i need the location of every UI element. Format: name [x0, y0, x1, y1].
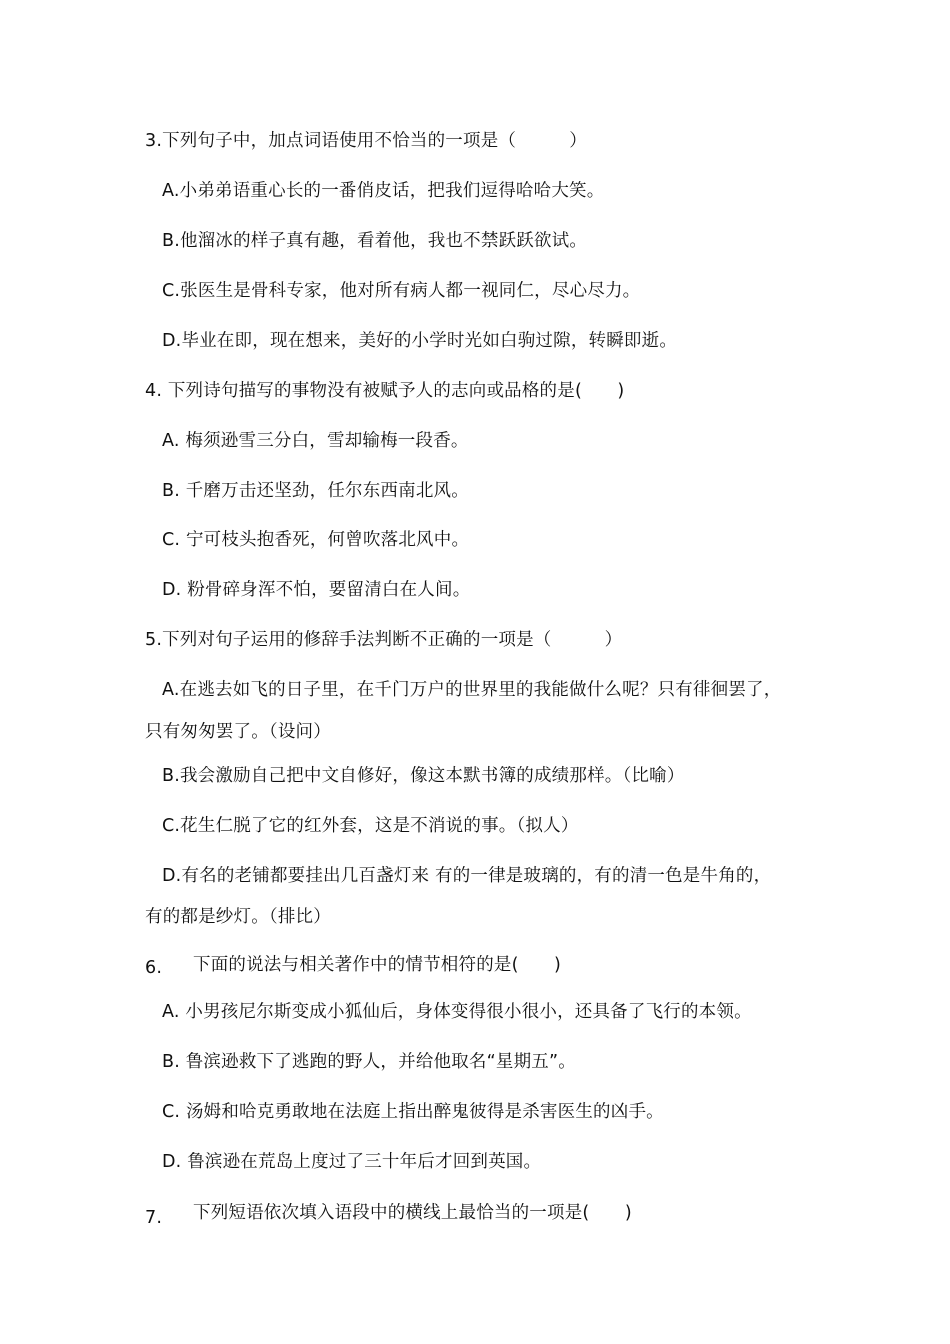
question-4-stem: 4. 下列诗句描写的事物没有被赋予人的志向或品格的是( )	[145, 381, 625, 401]
question-6-number: 6.	[145, 958, 163, 978]
question-5-option-a: A.在逃去如飞的日子里，在千门万户的世界里的我能做什么呢？只有徘徊罢了，	[162, 680, 782, 700]
question-6-option-b: B. 鲁滨逊救下了逃跑的野人，并给他取名“星期五”。	[162, 1052, 576, 1072]
question-3-option-d: D.毕业在即，现在想来，美好的小学时光如白驹过隙，转瞬即逝。	[162, 331, 678, 351]
question-5-option-d-continued: 有的都是纱灯。（排比）	[145, 907, 331, 927]
question-7-stem: 下列短语依次填入语段中的横线上最恰当的一项是( )	[193, 1203, 632, 1223]
question-3-stem: 3.下列句子中，加点词语使用不恰当的一项是（ ）	[145, 131, 587, 151]
question-6-option-c: C. 汤姆和哈克勇敢地在法庭上指出醉鬼彼得是杀害医生的凶手。	[162, 1102, 664, 1122]
question-5-option-d: D.有名的老铺都要挂出几百盏灯来 有的一律是玻璃的，有的清一色是牛角的，	[162, 866, 772, 886]
question-6-option-d: D. 鲁滨逊在荒岛上度过了三十年后才回到英国。	[162, 1152, 542, 1172]
question-4-option-d: D. 粉骨碎身浑不怕，要留清白在人间。	[162, 580, 471, 600]
question-3-option-c: C.张医生是骨科专家，他对所有病人都一视同仁，尽心尽力。	[162, 281, 641, 301]
question-6-option-a: A. 小男孩尼尔斯变成小狐仙后，身体变得很小很小，还具备了飞行的本领。	[162, 1002, 752, 1022]
question-7-number: 7.	[145, 1208, 163, 1228]
question-4-option-c: C. 宁可枝头抱香死，何曾吹落北风中。	[162, 530, 470, 550]
question-5-stem: 5.下列对句子运用的修辞手法判断不正确的一项是（ ）	[145, 630, 623, 650]
question-3-option-b: B.他溜冰的样子真有趣，看着他，我也不禁跃跃欲试。	[162, 231, 588, 251]
question-3-option-a: A.小弟弟语重心长的一番俏皮话，把我们逗得哈哈大笑。	[162, 181, 605, 201]
question-5-option-c: C.花生仁脱了它的红外套，这是不消说的事。（拟人）	[162, 816, 579, 836]
question-4-option-a: A. 梅须逊雪三分白，雪却输梅一段香。	[162, 431, 469, 451]
question-6-stem: 下面的说法与相关著作中的情节相符的是( )	[193, 955, 562, 975]
question-4-option-b: B. 千磨万击还坚劲，任尔东西南北风。	[162, 481, 469, 501]
question-5-option-b: B.我会激励自己把中文自修好，像这本默书簿的成绩那样。（比喻）	[162, 766, 685, 786]
question-5-option-a-continued: 只有匆匆罢了。（设问）	[145, 722, 331, 742]
